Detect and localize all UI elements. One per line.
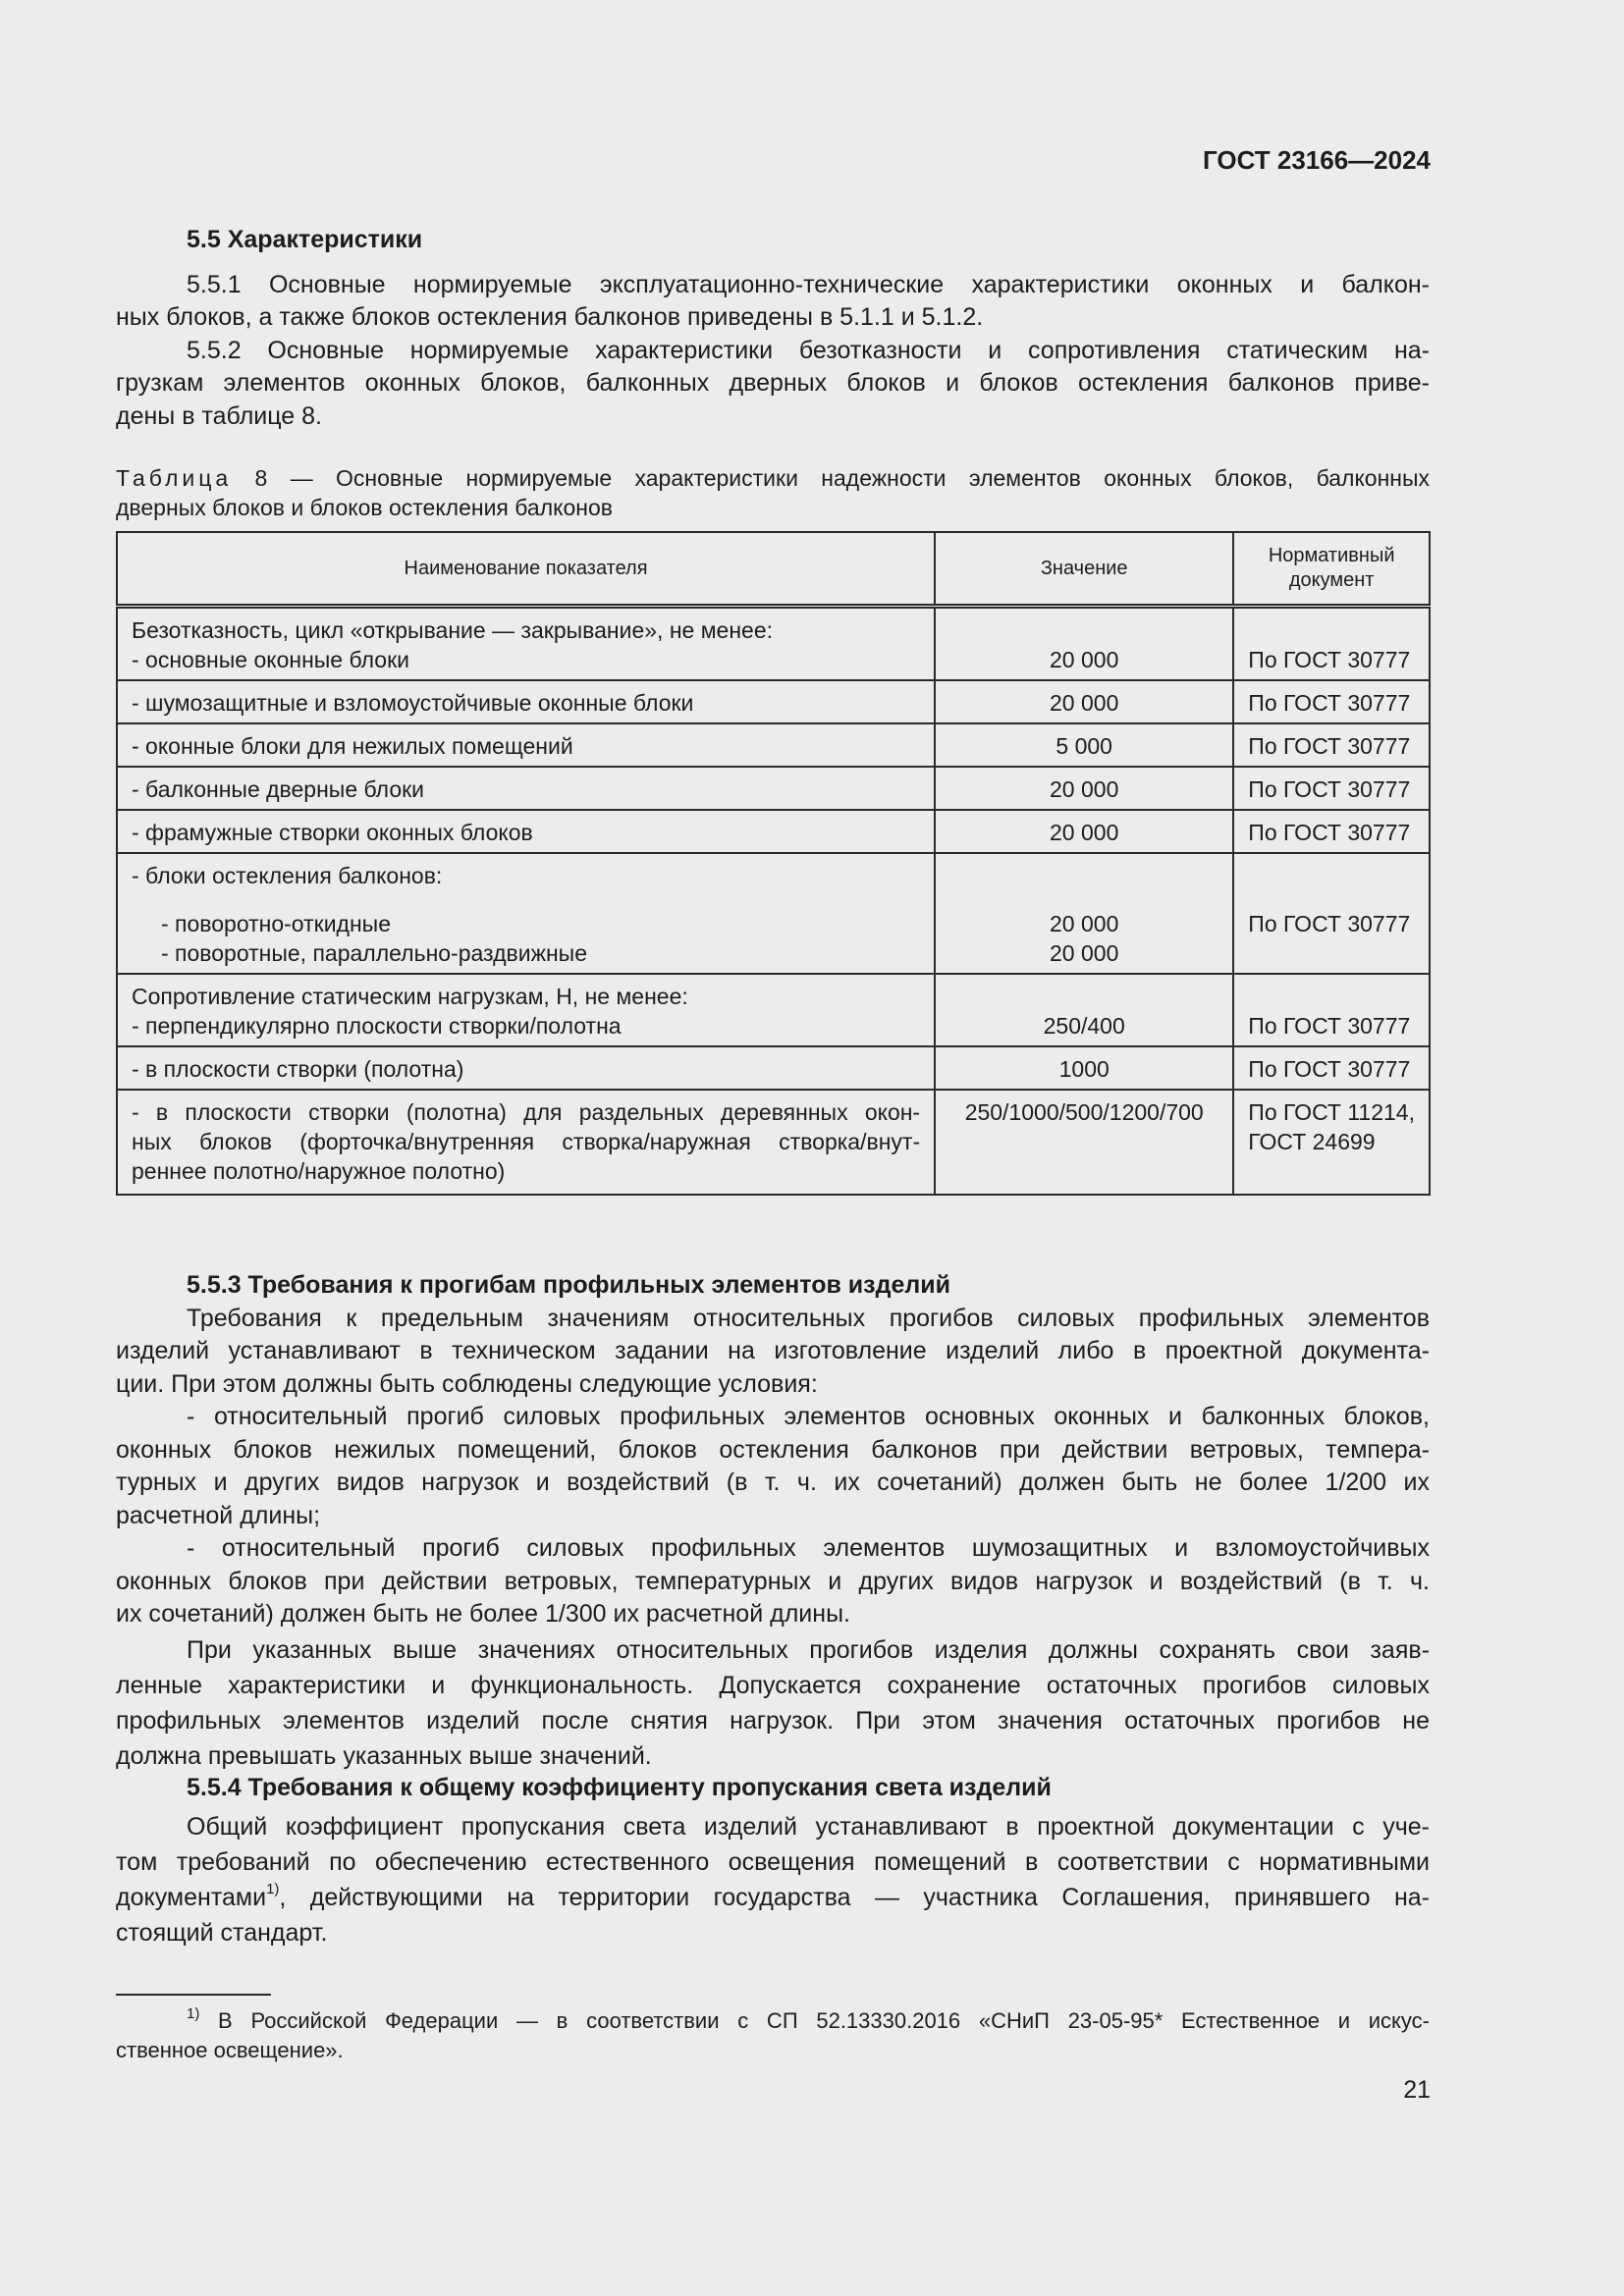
- section-title: 5.5.3 Требования к прогибам профильных элементов изделий: [187, 1271, 950, 1299]
- section-5-5: [116, 224, 1430, 433]
- table-header-row: [117, 532, 1430, 607]
- table-row: - оконные блоки для нежилых помещений 5 000 По ГОСТ 30777: [117, 723, 1430, 767]
- bullet-item: - относительный прогиб силовых профильных элементов шумозащитных и взломоустойчивых оконных блоков при действии ветровых, температурных и других видов нагрузок и воздействий (в т. ч. их сочетаний) должен быть не более 1/300 их расчетной длины.: [116, 1534, 1430, 1628]
- header-indicator-name: Наименование показателя: [117, 532, 935, 607]
- paragraph: При указанных выше значениях относительных прогибов изделия должны сохранять свои заяв- ленные характеристики и функциональность. Допускается сохранение остаточных прогибов силовых профильных элементов изделий после снятия нагрузок. При этом значения остаточных прогибов не должна превышать указанных выше значений.: [116, 1635, 1430, 1770]
- table-8: [116, 531, 1431, 1196]
- paragraph: Требования к предельным значениям относительных прогибов силовых профильных элементов изделий устанавливают в техническом задании на изготовление изделий либо в проектной документа- ции. При этом должны быть соблюдены следующие условия:: [116, 1304, 1430, 1398]
- header-value: Значение: [935, 532, 1233, 607]
- section-5-5-4: [116, 1772, 1430, 1950]
- paragraph: Общий коэффициент пропускания света изделий устанавливают в проектной документации с уче- том требований по обеспечению естественного освещения помещений в соответствии с нормативными документами$^{1)}$, действующими на территории государства — участника Соглашения, принявшего на- стоящий стандарт.: [116, 1812, 1430, 1947]
- table-row: - в плоскости створки (полотна) для раздельных деревянных окон- ных блоков (форточка/внутренняя створка/наружная створка/внут- реннее полотно/наружное полотно) 250/1000/500/1200/700 По ГОСТ 11214, ГОСТ 24699: [117, 1090, 1430, 1195]
- section-title: 5.5 Характеристики: [187, 226, 423, 253]
- table-row: Сопротивление статическим нагрузкам, Н, не менее: - перпендикулярно плоскости створки/полотна 250/400 По ГОСТ 30777: [117, 974, 1430, 1046]
- section-title: 5.5.4 Требования к общему коэффициенту пропускания света изделий: [187, 1774, 1052, 1801]
- paragraph-5-5-2: 5.5.2 Основные нормируемые характеристики безотказности и сопротивления статическим на- грузкам элементов оконных блоков, балконных дверных блоков и блоков остекления балконов приве- дены в таблице 8.: [116, 336, 1430, 430]
- table-row: - в плоскости створки (полотна) 1000 По ГОСТ 30777: [117, 1046, 1430, 1090]
- table-row: - фрамужные створки оконных блоков 20 000 По ГОСТ 30777: [117, 810, 1430, 853]
- footnote: $^{1)}$ В Российской Федерации — в соответствии с СП 52.13330.2016 «СНиП 23-05-95* Естественное и искус- ственное освещение».: [116, 2004, 1430, 2062]
- table-row: - шумозащитные и взломоустойчивые оконные блоки 20 000 По ГОСТ 30777: [117, 680, 1430, 723]
- page-number: 21: [1403, 2076, 1431, 2104]
- table-row: - балконные дверные блоки 20 000 По ГОСТ 30777: [117, 767, 1430, 810]
- document-code: ГОСТ 23166—2024: [1203, 145, 1431, 175]
- bullet-item: - относительный прогиб силовых профильных элементов основных оконных и балконных блоков, оконных блоков нежилых помещений, блоков остекления балконов при действии ветровых, темпера- турных и других видов нагрузок и воздействий (в т. ч. их сочетаний) должен быть не более 1/200 их расчетной длины;: [116, 1403, 1430, 1529]
- table-row: - блоки остекления балконов: - поворотно-откидные - поворотные, параллельно-раздвижные 20 000 20 000 По ГОСТ 30777: [117, 853, 1430, 974]
- header-normative-doc: Нормативный документ: [1233, 532, 1430, 607]
- section-5-5-3: [116, 1269, 1430, 1774]
- paragraph-5-5-1: 5.5.1 Основные нормируемые эксплуатационно-технические характеристики оконных и балкон- ных блоков, а также блоков остекления балконов приведены в 5.1.1 и 5.1.2.: [116, 270, 1430, 331]
- table-caption: Таблица 8 — Основные нормируемые характеристики надежности элементов оконных блоков, балконных дверных блоков и блоков остекления балконов: [116, 465, 1431, 520]
- footnote-divider: [116, 1994, 271, 1996]
- table-row: Безотказность, цикл «открывание — закрывание», не менее: - основные оконные блоки 20 000 По ГОСТ 30777: [117, 607, 1430, 681]
- footnote-ref: 1): [266, 1881, 280, 1898]
